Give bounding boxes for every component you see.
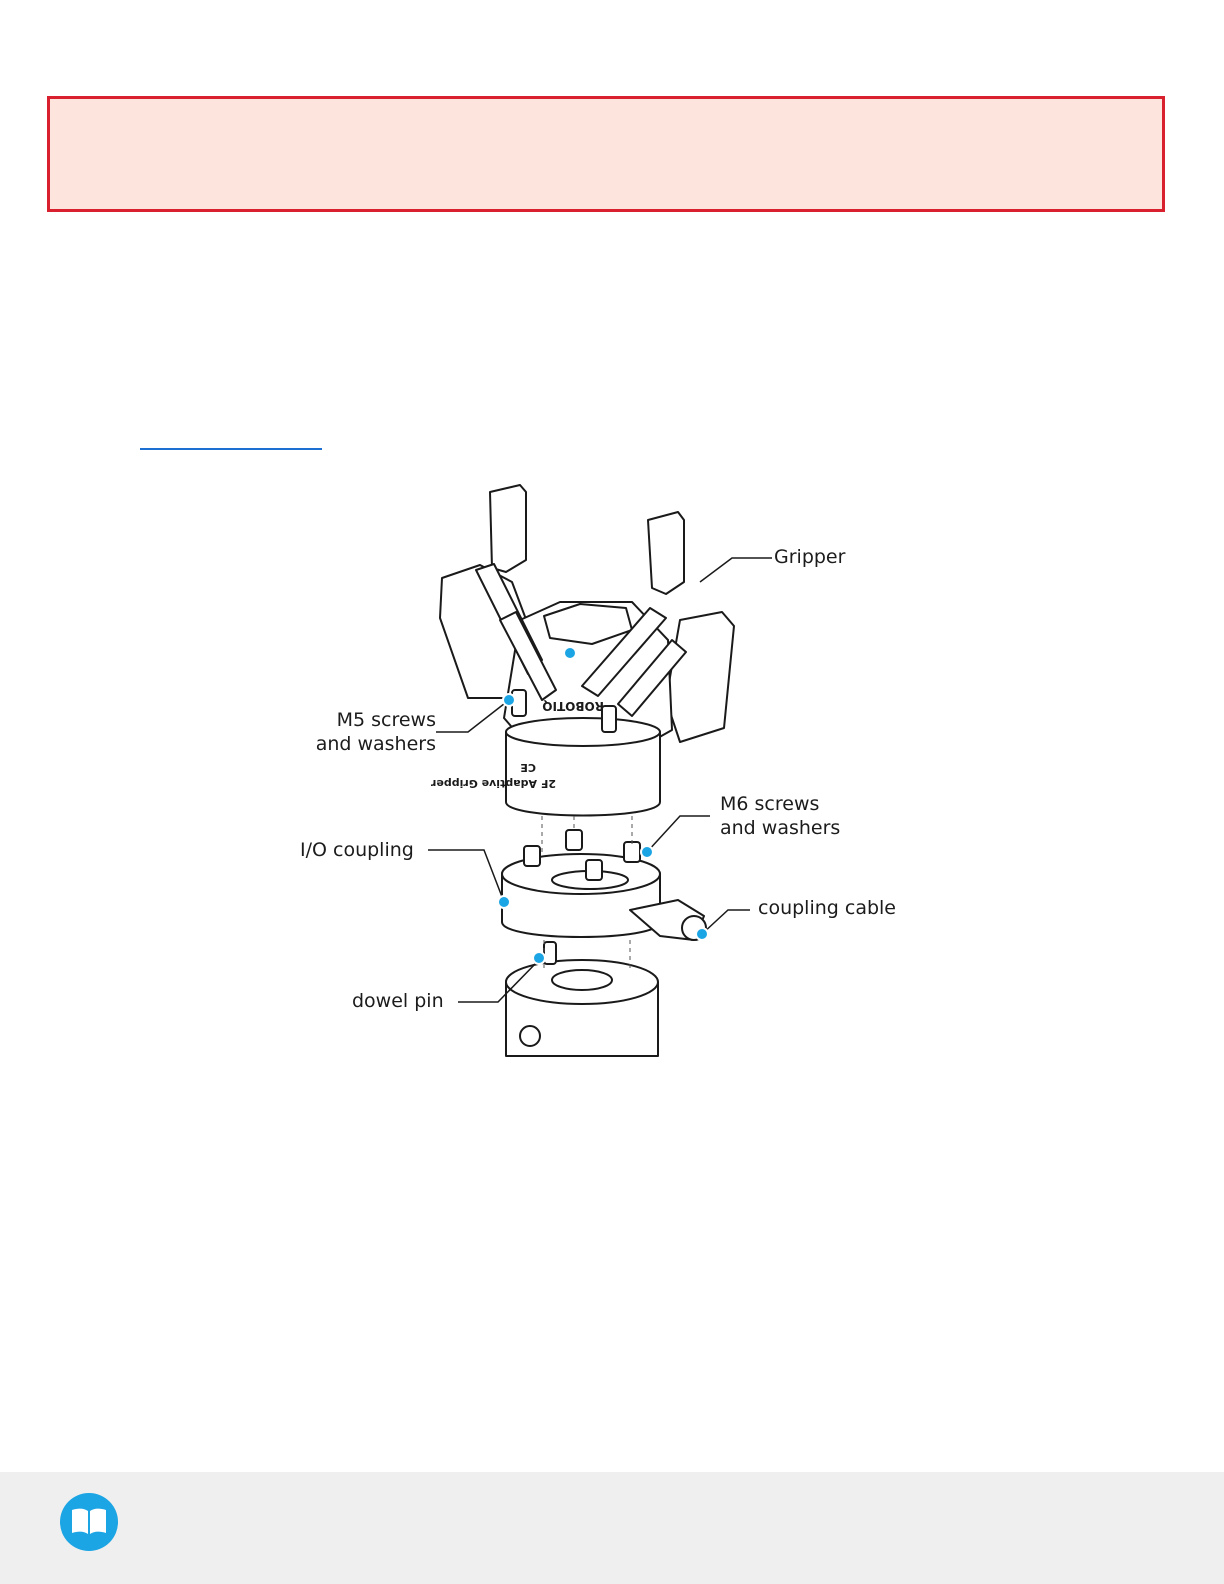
callout-io-coupling: I/O coupling — [300, 839, 414, 861]
page-footer — [0, 1472, 1224, 1584]
adapter-marking-model: 2F Adaptive Gripper — [430, 777, 556, 790]
link-underline[interactable] — [140, 448, 322, 450]
right-finger-body — [666, 612, 734, 742]
callout-m5-screws: M5 screws and washers — [315, 709, 436, 755]
callout-dot-gripper — [564, 647, 576, 659]
callout-dot-dowel — [533, 952, 545, 964]
callout-dot-cable — [696, 928, 708, 940]
dowel-pin-part — [544, 942, 556, 964]
callout-dowel-pin: dowel pin — [352, 990, 444, 1012]
callout-dot-m6 — [641, 846, 653, 858]
callout-m6-screws: M6 screws and washers — [720, 793, 841, 839]
callout-gripper: Gripper — [774, 546, 846, 568]
chassis-marking-brand: ROBOTIQ — [542, 699, 604, 713]
callout-dot-m5 — [503, 694, 515, 706]
right-finger-pad — [648, 512, 684, 594]
callout-dot-io — [498, 896, 510, 908]
warning-box — [47, 96, 1165, 212]
callout-coupling-cable: coupling cable — [758, 897, 896, 919]
adapter-marking-ce: CE — [520, 761, 536, 774]
book-icon[interactable] — [60, 1493, 118, 1551]
left-finger-pad — [490, 485, 526, 572]
